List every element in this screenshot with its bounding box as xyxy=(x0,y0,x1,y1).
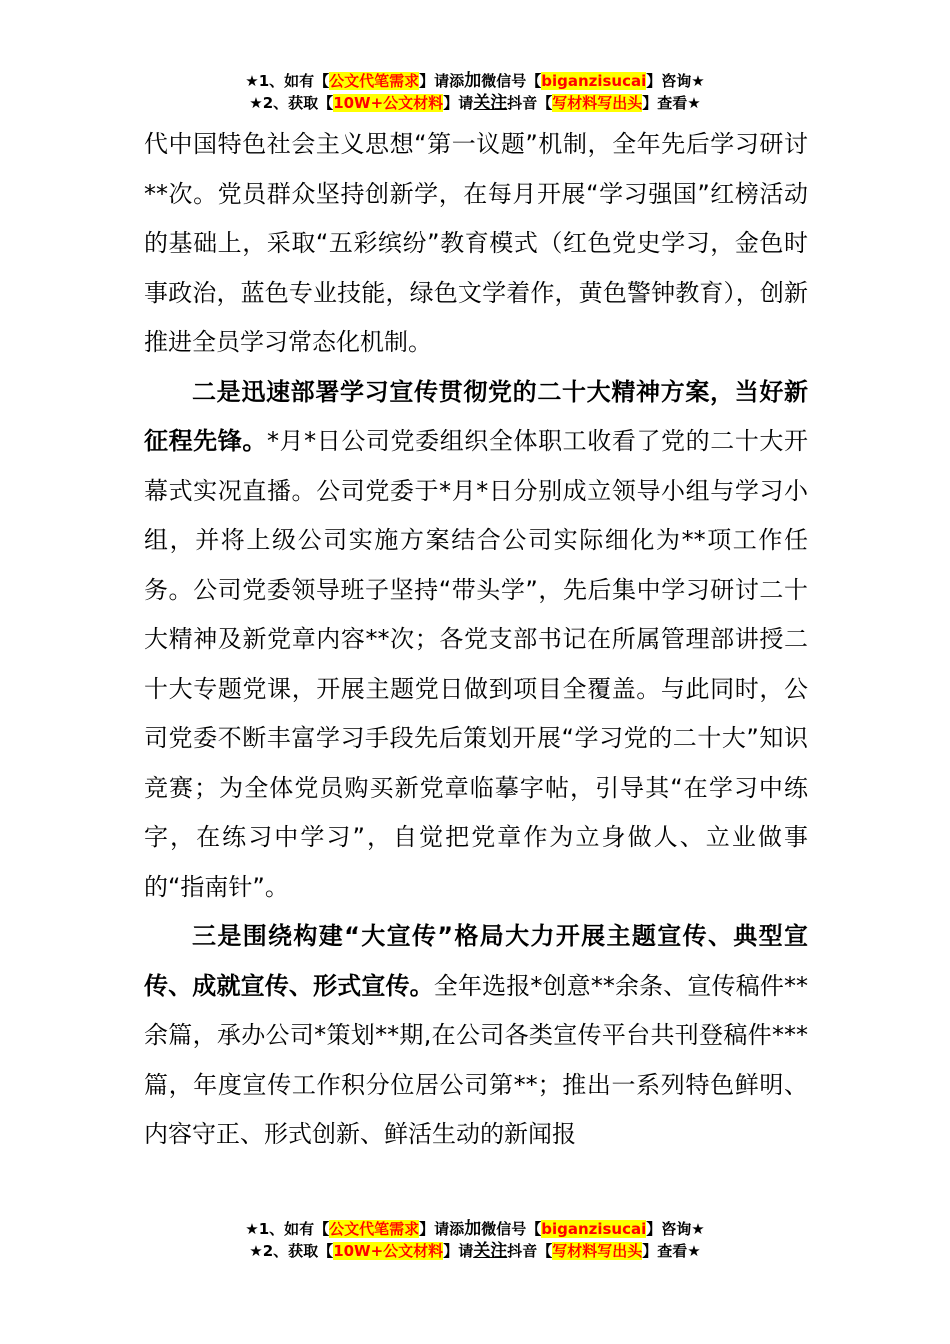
banner-text: ★2、获取【 xyxy=(249,1242,334,1260)
banner-emphasis: 加 xyxy=(464,71,482,91)
banner-text: 抖音【 xyxy=(507,94,553,112)
paragraph-1: 代中国特色社会主义思想“第一议题”机制，全年先后学习研讨**次。党员群众坚持创新学，在每月开展“学习强国”红榜活动的基础上，采取“五彩缤纷”教育模式（红色党史学习，金色时事政治，蓝色专业技能，绿色文学着作，黄色警钟教育），创新推进全员学习常态化机制。 xyxy=(144,130,808,356)
banner-highlight: 10W+公文材料 xyxy=(333,94,444,112)
paragraph-3-heading: 三是围绕构建“大宣传”格局大力开展主题宣传、典型宣传、成就宣传、形式宣传。 xyxy=(144,922,808,1000)
banner-highlight: 公文代笔需求 xyxy=(329,1220,420,1238)
banner-line-2 xyxy=(0,1240,950,1262)
banner-line-1 xyxy=(0,1218,950,1240)
banner-text: 】查看★ xyxy=(642,1242,701,1260)
banner-line-1 xyxy=(0,70,950,92)
banner-text: 】请添 xyxy=(419,1220,465,1238)
banner-text: 】查看★ xyxy=(642,94,701,112)
banner-highlight: 写材料写出头 xyxy=(552,94,643,112)
banner-text: 微信号【 xyxy=(481,1220,542,1238)
banner-highlight: 写材料写出头 xyxy=(552,1242,643,1260)
banner-text: 】咨询★ xyxy=(646,72,705,90)
header-banner xyxy=(0,70,950,114)
banner-emphasis: 关注 xyxy=(473,1241,508,1261)
banner-text: ★2、获取【 xyxy=(249,94,334,112)
banner-text: 】请 xyxy=(443,94,474,112)
banner-highlight: 公文代笔需求 xyxy=(329,72,420,90)
banner-line-2 xyxy=(0,92,950,114)
banner-emphasis: 关注 xyxy=(473,93,508,113)
banner-highlight: 10W+公文材料 xyxy=(333,1242,444,1260)
paragraph-2-heading: 二是迅速部署学习宣传贯彻党的二十大精神方案，当好新征程先锋。 xyxy=(144,377,808,455)
banner-text: ★1、如有【 xyxy=(245,72,330,90)
paragraph-3-body: 全年选报*创意**余条、宣传稿件**余篇，承办公司*策划**期,在公司各类宣传平台共刊登稿件***篇，年度宣传工作积分位居公司第**；推出一系列特色鲜明、内容守正、形式创新、鲜活生动的新闻报 xyxy=(144,971,809,1148)
banner-wechat-id: biganzisucai xyxy=(541,72,647,90)
paragraph-2 xyxy=(144,368,808,913)
banner-emphasis: 加 xyxy=(464,1219,482,1239)
banner-text: 抖音【 xyxy=(507,1242,553,1260)
banner-text: 】请添 xyxy=(419,72,465,90)
banner-text: 微信号【 xyxy=(481,72,542,90)
banner-text: 】咨询★ xyxy=(646,1220,705,1238)
banner-text: 】请 xyxy=(443,1242,474,1260)
banner-text: ★1、如有【 xyxy=(245,1220,330,1238)
paragraph-3 xyxy=(144,912,808,1160)
footer-banner xyxy=(0,1218,950,1262)
document-body xyxy=(144,120,808,1160)
paragraph-2-body: *月*日公司党委组织全体职工收看了党的二十大开幕式实况直播。公司党委于*月*日分别成立领导小组与学习小组，并将上级公司实施方案结合公司实际细化为**项工作任务。公司党委领导班子坚持“带头学”，先后集中学习研讨二十大精神及新党章内容**次；各党支部书记在所属管理部讲授二十大专题党课，开展主题党日做到项目全覆盖。与此同时，公司党委不断丰富学习手段先后策划开展“学习党的二十大”知识竞赛；为全体党员购买新党章临摹字帖，引导其“在学习中练字，在练习中学习”，自觉把党章作为立身做人、立业做事的“指南针”。 xyxy=(144,427,809,901)
banner-wechat-id: biganzisucai xyxy=(541,1220,647,1238)
